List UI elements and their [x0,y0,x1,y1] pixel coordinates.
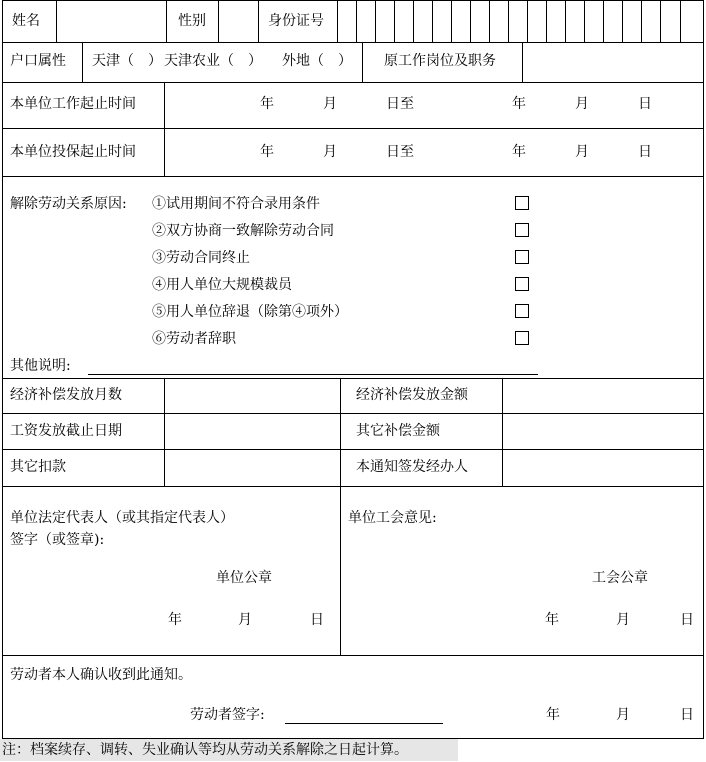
id-digit-divider [356,0,357,42]
id-digit-divider [527,0,528,42]
reason-item-layoff: ④用人单位大规模裁员 [152,277,292,293]
col-divider [164,82,165,176]
reason-checkbox-resignation[interactable] [515,331,529,345]
name-label: 姓名 [12,13,40,29]
reason-item-probation: ①试用期间不符合录用条件 [152,196,320,212]
id-digit-divider [660,0,661,42]
border-top [2,0,704,1]
id-digit-divider [508,0,509,42]
id-digit-divider [584,0,585,42]
id-digit-divider [432,0,433,42]
reason-checkbox-probation[interactable] [515,196,529,210]
row-divider [2,128,704,129]
col-divider [522,42,523,82]
notice-issuer-label: 本通知签发经办人 [356,459,468,475]
col-divider [218,0,219,42]
row-divider [2,413,704,414]
insurance-end-month: 月 [575,144,589,160]
gender-label: 性别 [178,13,206,29]
insurance-end-day: 日 [638,144,652,160]
wage-end-date-label: 工资发放截止日期 [10,423,122,439]
other-notes-line[interactable] [88,374,538,375]
col-divider [82,42,83,82]
work-end-day: 日 [638,96,652,112]
id-digit-divider [375,0,376,42]
reason-checkbox-dismissal[interactable] [515,304,529,318]
union-sign-month: 月 [616,612,630,628]
legal-rep-label: 单位法定代表人（或其指定代表人） [10,510,234,526]
id-digit-divider [394,0,395,42]
union-seal-label: 工会公章 [592,570,648,586]
col-divider [502,378,503,486]
reason-checkbox-mutual[interactable] [515,223,529,237]
hukou-option-tianjin-agri: 天津农业（ ） [164,53,262,69]
row-divider [2,449,704,450]
unit-seal-label: 单位公章 [216,570,272,586]
id-number-label: 身份证号 [268,13,324,29]
id-digit-divider [603,0,604,42]
work-start-day-to: 日至 [386,96,414,112]
col-divider [164,378,165,486]
other-notes-label: 其他说明: [10,358,71,374]
unit-sign-day: 日 [310,612,324,628]
comp-amount-label: 经济补偿发放金额 [356,387,468,403]
hukou-option-tianjin: 天津（ ） [92,53,162,69]
id-digit-divider [565,0,566,42]
work-end-year: 年 [512,96,526,112]
footer-note: 注：档案续存、调转、失业确认等均从劳动关系解除之日起计算。 [2,742,408,758]
work-start-year: 年 [260,96,274,112]
work-end-month: 月 [575,96,589,112]
id-digit-divider [641,0,642,42]
id-digit-divider [546,0,547,42]
reason-checkbox-layoff[interactable] [515,277,529,291]
col-divider [258,0,259,42]
row-divider [2,176,704,177]
comp-months-label: 经济补偿发放月数 [10,387,122,403]
worker-sign-year: 年 [546,707,560,723]
reason-item-resignation: ⑥劳动者辞职 [152,331,236,347]
insurance-period-label: 本单位投保起止时间 [10,144,136,160]
termination-reason-label: 解除劳动关系原因: [10,196,127,212]
id-digit-divider [470,0,471,42]
id-digit-divider [680,0,681,42]
col-divider [166,0,167,42]
col-divider [362,42,363,82]
id-digit-divider [489,0,490,42]
worker-sign-month: 月 [616,707,630,723]
col-divider [337,0,338,42]
worker-sign-day: 日 [680,707,694,723]
col-divider [340,378,341,655]
row-divider [2,42,704,43]
row-divider [2,655,704,656]
row-divider [2,82,704,83]
hukou-option-other: 外地（ ） [282,53,352,69]
row-divider [2,486,704,487]
legal-rep-sign-label: 签字（或签章): [10,532,105,548]
unit-sign-year: 年 [168,612,182,628]
insurance-start-day-to: 日至 [386,144,414,160]
id-digit-divider [413,0,414,42]
reason-item-contract-end: ③劳动合同终止 [152,250,250,266]
reason-item-dismissal: ⑤用人单位辞退（除第④项外） [152,304,348,320]
worker-sign-label: 劳动者签字: [190,707,265,723]
other-comp-label: 其它补偿金额 [356,423,440,439]
worker-confirm-text: 劳动者本人确认收到此通知。 [10,667,192,683]
hukou-label: 户口属性 [10,53,66,69]
id-digit-divider [451,0,452,42]
original-position-label: 原工作岗位及职务 [384,53,496,69]
id-digit-divider [622,0,623,42]
work-start-month: 月 [323,96,337,112]
insurance-start-month: 月 [323,144,337,160]
insurance-start-year: 年 [260,144,274,160]
insurance-end-year: 年 [512,144,526,160]
worker-sign-line[interactable] [285,723,443,724]
union-sign-day: 日 [680,612,694,628]
reason-checkbox-contract-end[interactable] [515,250,529,264]
other-deduction-label: 其它扣款 [10,459,66,475]
border-left [2,0,3,739]
row-divider [2,378,704,379]
union-sign-year: 年 [545,612,559,628]
border-right [703,0,704,739]
work-period-label: 本单位工作起止时间 [10,96,136,112]
union-opinion-label: 单位工会意见: [348,510,437,526]
col-divider [56,0,57,42]
reason-item-mutual: ②双方协商一致解除劳动合同 [152,223,334,239]
unit-sign-month: 月 [238,612,252,628]
